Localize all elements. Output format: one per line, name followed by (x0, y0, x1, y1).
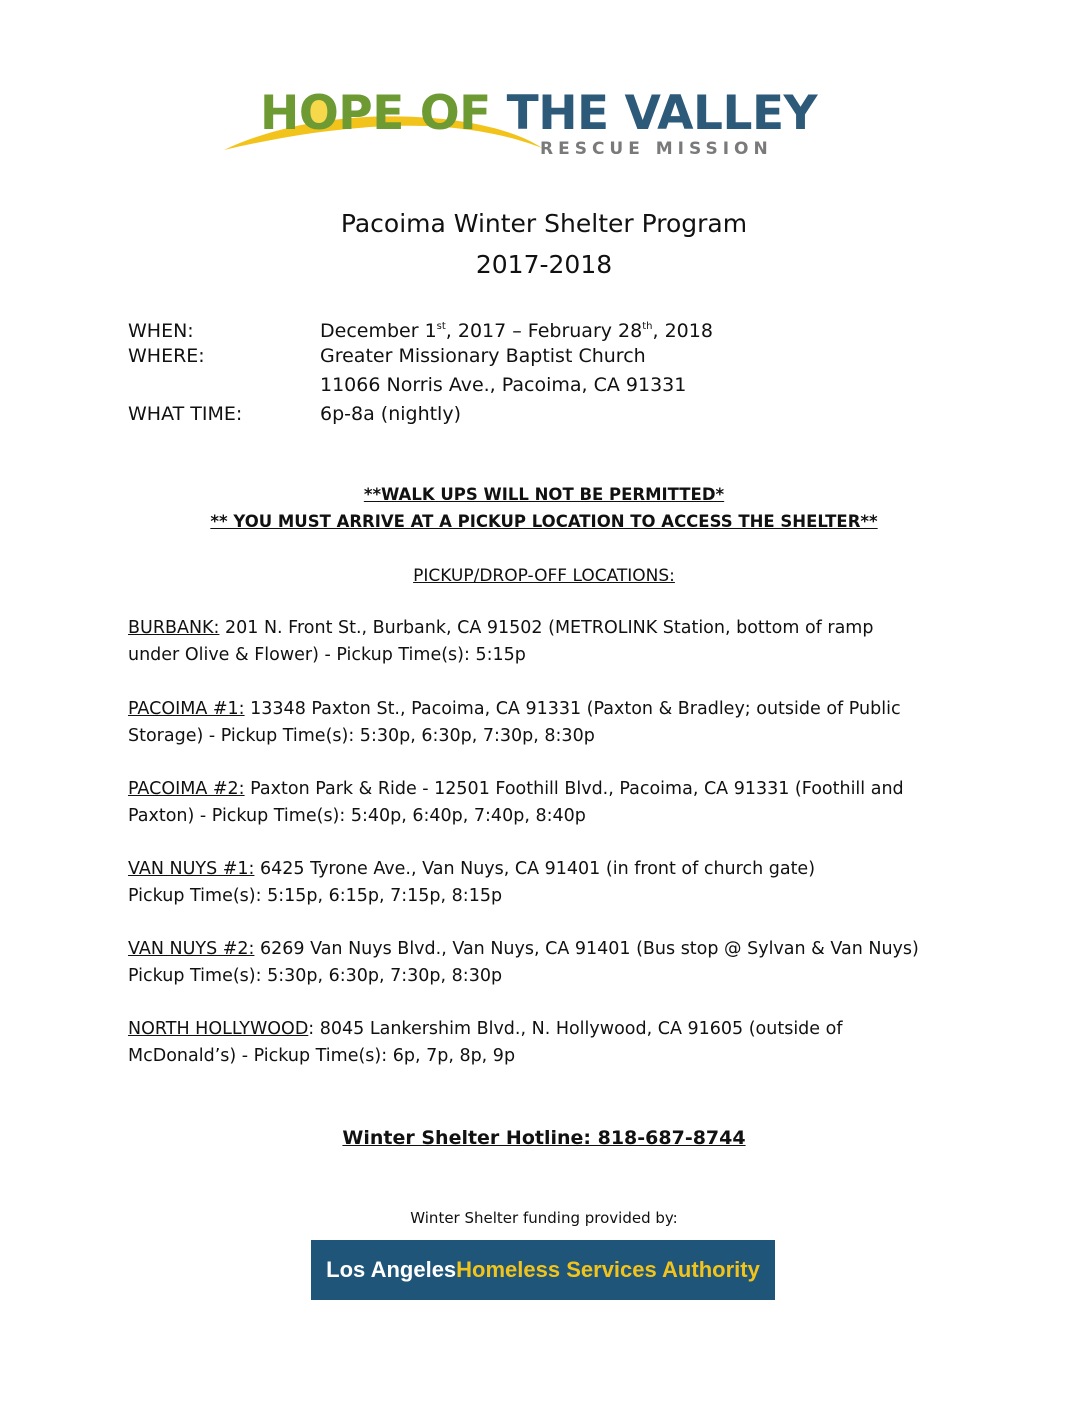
when-value (320, 313, 713, 345)
location-van-nuys-2 (128, 936, 948, 989)
info-time-row (128, 400, 461, 428)
logo-subtitle: RESCUE MISSION (540, 139, 773, 159)
logo-title-hope: HOPE OF (260, 86, 491, 141)
locations-heading: PICKUP/DROP-OFF LOCATIONS: (413, 566, 675, 586)
location-name: NORTH HOLLYWOOD (128, 1019, 309, 1039)
lahsa-logo-part2: Homeless Services Authority (456, 1257, 760, 1282)
hope-of-the-valley-logo (222, 84, 818, 170)
location-burbank (128, 615, 948, 668)
funding-text: Winter Shelter funding provided by: (410, 1209, 678, 1227)
when-start: December 1 (320, 320, 437, 342)
where-address: 11066 Norris Ave., Pacoima, CA 91331 (320, 374, 687, 396)
location-pickup-times: Storage) - Pickup Time(s): 5:30p, 6:30p, 7:30p, 8:30p (128, 725, 595, 746)
when-start-suffix: st (436, 321, 446, 332)
pickup-notice: ** YOU MUST ARRIVE AT A PICKUP LOCATION TO ACCESS THE SHELTER** (210, 512, 878, 531)
location-address: 8045 Lankershim Blvd., N. Hollywood, CA 91605 (outside of (314, 1019, 843, 1039)
program-year: 2017-2018 (475, 250, 613, 279)
location-pickup-times: Paxton) - Pickup Time(s): 5:40p, 6:40p, 7:40p, 8:40p (128, 805, 586, 826)
lahsa-logo (311, 1240, 775, 1300)
location-van-nuys-1 (128, 856, 948, 909)
location-address: Paxton Park & Ride - 12501 Foothill Blvd., Pacoima, CA 91331 (Foothill and (244, 779, 904, 799)
location-name: PACOIMA #2: (128, 779, 245, 799)
logo-title-valley: THE VALLEY (490, 86, 818, 141)
time-value: 6p-8a (nightly) (320, 403, 461, 425)
location-address: 201 N. Front St., Burbank, CA 91502 (METROLINK Station, bottom of ramp (219, 618, 874, 638)
logo-title (260, 88, 817, 140)
info-when-row (128, 313, 713, 345)
location-name: VAN NUYS #1: (128, 859, 255, 879)
location-north-hollywood (128, 1016, 948, 1069)
lahsa-logo-part1: Los Angeles (326, 1257, 457, 1282)
info-address-row (128, 371, 686, 399)
when-label: WHEN: (128, 320, 194, 342)
info-where-row (128, 342, 646, 370)
location-pickup-times: under Olive & Flower) - Pickup Time(s): 5:15p (128, 644, 526, 665)
location-name: PACOIMA #1: (128, 699, 245, 719)
hotline-text: Winter Shelter Hotline: 818-687-8744 (342, 1127, 746, 1149)
where-label: WHERE: (128, 345, 205, 367)
location-address: 6269 Van Nuys Blvd., Van Nuys, CA 91401 (Bus stop @ Sylvan & Van Nuys) (254, 939, 919, 959)
walkup-notice: **WALK UPS WILL NOT BE PERMITTED* (363, 485, 725, 504)
location-pickup-times: Pickup Time(s): 5:15p, 6:15p, 7:15p, 8:15p (128, 885, 503, 906)
location-name-suffix: : (308, 1019, 315, 1039)
location-pacoima-1 (128, 696, 948, 749)
location-address: 6425 Tyrone Ave., Van Nuys, CA 91401 (in front of church gate) (254, 859, 816, 879)
when-end-year: , 2018 (652, 320, 713, 342)
where-venue: Greater Missionary Baptist Church (320, 345, 646, 367)
when-end-suffix: th (642, 321, 653, 332)
location-pickup-times: Pickup Time(s): 5:30p, 6:30p, 7:30p, 8:30p (128, 965, 503, 986)
location-pickup-times: McDonald’s) - Pickup Time(s): 6p, 7p, 8p, 9p (128, 1045, 516, 1066)
location-name: VAN NUYS #2: (128, 939, 255, 959)
when-end: , 2017 – February 28 (445, 320, 643, 342)
time-label: WHAT TIME: (128, 403, 243, 425)
location-pacoima-2 (128, 776, 948, 829)
program-title: Pacoima Winter Shelter Program (340, 209, 748, 238)
location-address: 13348 Paxton St., Pacoima, CA 91331 (Paxton & Bradley; outside of Public (244, 699, 901, 719)
location-name: BURBANK: (128, 618, 220, 638)
